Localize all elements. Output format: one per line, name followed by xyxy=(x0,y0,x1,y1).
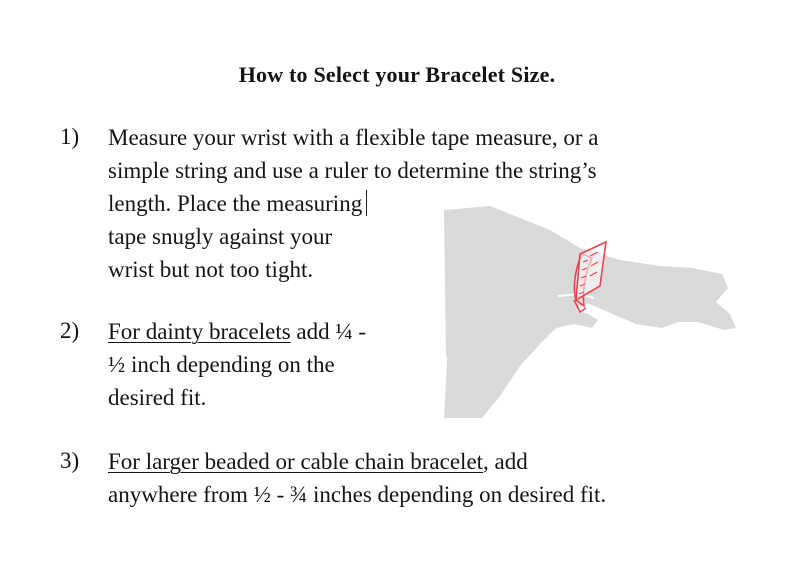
step-2-line-3: desired fit. xyxy=(108,385,207,410)
step-1-line-3-text: length. Place the measuring xyxy=(108,191,363,216)
step-2-line-1-rest: add ¼ - xyxy=(290,319,367,344)
step-3-number: 3) xyxy=(60,448,80,473)
step-2-underlined-heading: For dainty bracelets xyxy=(108,319,291,344)
step-3-line-2: anywhere from ½ - ¾ inches depending on desired fit. xyxy=(108,482,607,507)
step-2-number: 2) xyxy=(60,318,80,343)
step-2-line-1 xyxy=(108,315,366,348)
step-1-number: 1) xyxy=(60,124,80,149)
step-1-line-1: Measure your wrist with a flexible tape measure, or a xyxy=(108,125,599,150)
step-3-underlined-heading: For larger beaded or cable chain bracelet xyxy=(108,449,484,474)
page-title: How to Select your Bracelet Size. xyxy=(238,62,556,87)
text-cursor xyxy=(366,190,367,216)
step-2-line-2: ½ inch depending on the xyxy=(108,352,335,377)
step-1-line-4: tape snugly against your xyxy=(108,224,333,249)
step-2-text xyxy=(108,315,366,414)
step-3-text xyxy=(108,445,606,511)
step-3-line-1-rest: , add xyxy=(483,449,528,474)
wrist-measuring-hand-icon xyxy=(430,196,750,426)
step-1-line-2: simple string and use a ruler to determine the string’s xyxy=(108,158,597,183)
step-3-line-1 xyxy=(108,445,606,478)
step-1-line-5: wrist but not too tight. xyxy=(108,257,314,282)
